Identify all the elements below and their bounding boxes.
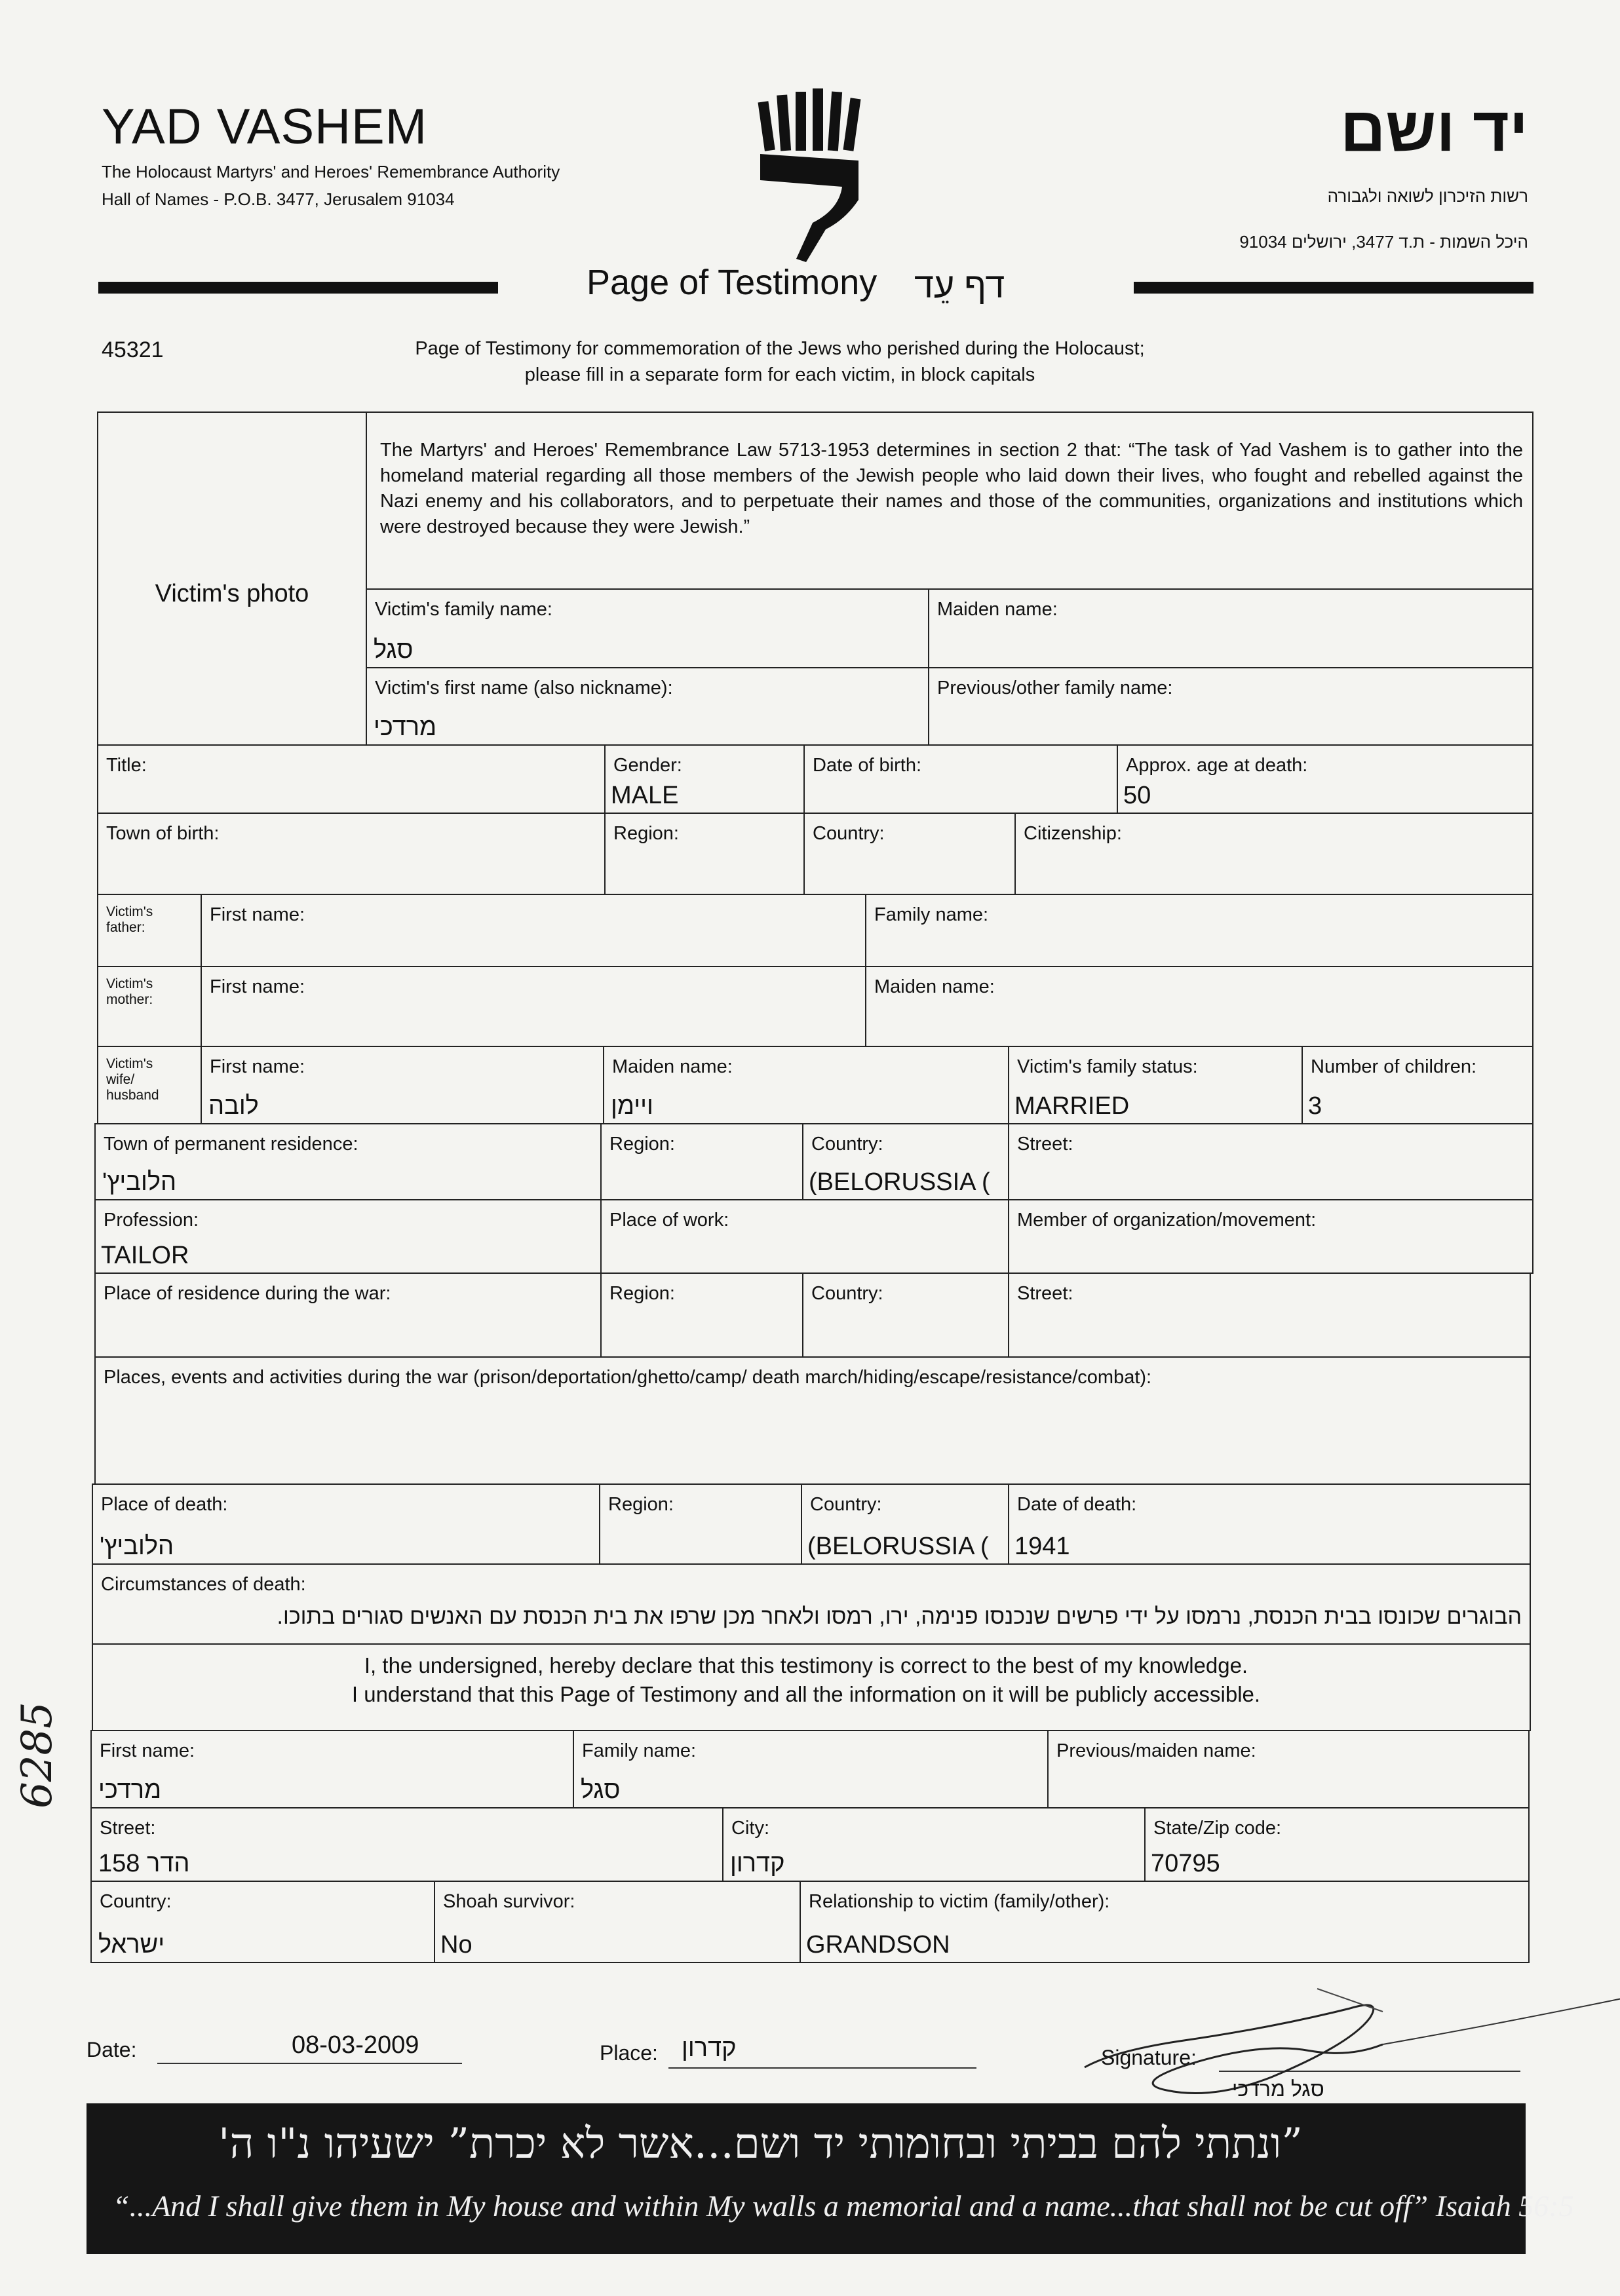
submitter-city-value: קדרון [730,1850,785,1877]
submitter-country-label: Country: [100,1891,172,1912]
submitter-family-name-value: סגל [581,1776,621,1804]
spouse-first-name-label: First name: [210,1056,305,1077]
war-street-label: Street: [1017,1283,1073,1304]
submitter-street-field[interactable] [90,1807,723,1882]
war-events-label: Places, events and activities during the war (prison/deportation/ghetto/camp/ death march/hiding/escape/resistance/combat): [104,1367,1152,1388]
date-label: Date: [87,2038,137,2061]
birth-country-label: Country: [813,823,885,844]
number-of-children-field[interactable] [1302,1046,1533,1124]
shoah-survivor-field[interactable] [434,1881,801,1963]
number-of-children-value: 3 [1308,1092,1322,1120]
war-residence-label: Place of residence during the war: [104,1283,391,1304]
mother-row-label: Victim's mother: [106,976,153,1007]
margin-handwritten-number: 6285 [13,1702,62,1808]
declaration [98,1651,1514,1709]
death-country-label: Country: [810,1494,882,1515]
title-field[interactable] [97,744,606,814]
gender-label: Gender: [613,755,682,776]
submitter-street-value: הדר 158 [98,1850,190,1877]
death-region-field[interactable] [599,1483,802,1565]
profession-field[interactable] [94,1199,602,1274]
citizenship-label: Citizenship: [1024,823,1122,844]
date-of-birth-label: Date of birth: [813,755,922,776]
title-bar-left [98,282,498,294]
signature-scribble-icon[interactable] [1075,1979,1620,2103]
circumstances-field[interactable] [92,1563,1531,1645]
victim-first-name-label: Victim's first name (also nickname): [375,678,673,698]
birth-region-field[interactable] [604,813,805,895]
victim-prev-family-name-field[interactable] [928,667,1533,746]
gender-value: MALE [611,782,679,809]
war-street-field[interactable] [1008,1272,1531,1358]
father-first-name-label: First name: [210,904,305,925]
submitter-family-name-label: Family name: [582,1740,697,1761]
victim-photo-label: Victim's photo [155,580,309,607]
spouse-first-name-field[interactable] [201,1046,604,1124]
family-status-field[interactable] [1008,1046,1303,1124]
submitter-country-value: ישראל [98,1931,165,1959]
org-subtitle-en: The Holocaust Martyrs' and Heroes' Remembrance Authority [102,162,560,182]
permanent-residence-value: הלוביץ' [102,1168,177,1196]
victim-family-name-value: סגל [374,636,414,664]
place-of-death-field[interactable] [92,1483,600,1565]
town-of-birth-label: Town of birth: [106,823,220,844]
signature-name: סגל מרדכי [1232,2077,1324,2101]
citizenship-field[interactable] [1014,813,1533,895]
place-value[interactable]: קדרון [682,2035,737,2062]
submitter-first-name-label: First name: [100,1740,195,1761]
victim-first-name-field[interactable] [366,667,929,746]
father-first-name-field[interactable] [201,894,866,967]
org-address-en: Hall of Names - P.O.B. 3477, Jerusalem 91034 [102,189,455,209]
shoah-survivor-value: No [440,1931,473,1959]
death-region-label: Region: [608,1494,674,1515]
submitter-city-field[interactable] [722,1807,1146,1882]
father-row-label-cell [97,894,202,967]
submitter-zip-value: 70795 [1151,1850,1220,1877]
intro-line-1: Page of Testimony for commemoration of the Jews who perished during the Holocaust; [415,338,1145,359]
spouse-maiden-name-field[interactable] [603,1046,1009,1124]
submitter-zip-label: State/Zip code: [1153,1818,1282,1839]
org-address-he: היכל השמות - ת.ד 3477, ירושלים 91034 [1239,232,1528,252]
place-of-death-value: הלוביץ' [100,1533,174,1560]
relationship-value: GRANDSON [806,1931,950,1959]
law-text: The Martyrs' and Heroes' Remembrance Law 5713-1953 determines in section 2 that: “The task of Yad Vashem is to gather into the homeland material regarding all those members of the Jewish people who laid down their lives, who fought and rebelled against the Nazi enemy and his collaborators, and to perpetuate their names and those of the communities, organizations and institutions which were destroyed because they were Jewish.” [380,440,1523,537]
title-bar-right [1134,282,1533,294]
date-value[interactable]: 08-03-2009 [292,2031,419,2059]
birth-country-field[interactable] [803,813,1016,895]
place-of-death-label: Place of death: [101,1494,228,1515]
victim-family-name-field[interactable] [366,588,929,668]
victim-maiden-name-label: Maiden name: [937,599,1058,620]
death-country-value: (BELORUSSIA ( [807,1533,989,1560]
shoah-survivor-label: Shoah survivor: [443,1891,575,1912]
victim-photo-box[interactable] [97,411,367,746]
law-text-box [366,411,1533,590]
age-at-death-label: Approx. age at death: [1126,755,1308,776]
town-of-birth-field[interactable] [97,813,606,895]
date-line [157,2063,462,2064]
spouse-row-label: Victim's wife/ husband [106,1056,159,1103]
submitter-zip-field[interactable] [1144,1807,1530,1882]
residence-region-field[interactable] [600,1123,803,1200]
submitter-street-label: Street: [100,1818,156,1839]
father-family-name-field[interactable] [865,894,1533,967]
war-country-field[interactable] [802,1272,1009,1358]
form-intro [328,335,1232,388]
family-status-value: MARRIED [1014,1092,1130,1120]
father-family-name-label: Family name: [874,904,989,925]
permanent-residence-label: Town of permanent residence: [104,1134,358,1155]
residence-region-label: Region: [609,1134,675,1155]
victim-family-name-label: Victim's family name: [375,599,552,620]
date-of-birth-field[interactable] [803,744,1118,814]
number-of-children-label: Number of children: [1311,1056,1477,1077]
signature-label: Signature: [1101,2046,1197,2069]
war-region-field[interactable] [600,1272,803,1358]
spouse-row-label-cell [97,1046,202,1124]
submitter-family-name-field[interactable] [573,1730,1049,1808]
circumstances-label: Circumstances of death: [101,1574,306,1595]
place-of-work-field[interactable] [600,1199,1009,1274]
verse-hebrew: ”ונתתי להם בביתי ובחומותי יד ושם...אשר לא יכרת” ישעיהו נ"ו ה' [218,2120,1303,2168]
org-header-hebrew [1239,94,1528,253]
war-events-field[interactable] [94,1356,1531,1485]
victim-maiden-name-field[interactable] [928,588,1533,668]
family-status-label: Victim's family status: [1017,1056,1198,1077]
mother-maiden-name-label: Maiden name: [874,976,995,997]
title-label: Title: [106,755,147,776]
profession-value: TAILOR [101,1242,189,1269]
spouse-first-name-value: לובה [208,1092,259,1120]
residence-street-field[interactable] [1008,1123,1533,1200]
spouse-maiden-name-label: Maiden name: [612,1056,733,1077]
birth-region-label: Region: [613,823,679,844]
submitter-first-name-field[interactable] [90,1730,574,1808]
org-subtitle-he: רשות הזיכרון לשואה ולגבורה [1327,186,1528,206]
mother-first-name-field[interactable] [201,966,866,1047]
date-of-death-label: Date of death: [1017,1494,1137,1515]
declaration-line-1: I, the undersigned, hereby declare that this testimony is correct to the best of my knowledge. [364,1653,1248,1677]
mother-maiden-name-field[interactable] [865,966,1533,1047]
org-name-he: יד ושם [1340,94,1528,164]
age-at-death-value: 50 [1123,782,1151,809]
age-at-death-field[interactable] [1117,744,1533,814]
submitter-country-field[interactable] [90,1881,435,1963]
gender-field[interactable] [604,744,805,814]
yad-vashem-logo-icon [747,88,872,265]
father-row-label: Victim's father: [106,904,153,935]
mother-row-label-cell [97,966,202,1047]
war-country-label: Country: [811,1283,883,1304]
form-title-he: דף עֵד [914,266,1005,305]
organization-member-field[interactable] [1008,1199,1533,1274]
relationship-field[interactable] [800,1881,1530,1963]
war-region-label: Region: [609,1283,675,1304]
victim-prev-family-name-label: Previous/other family name: [937,678,1173,698]
submitter-prev-name-label: Previous/maiden name: [1056,1740,1256,1761]
death-country-field[interactable] [801,1483,1009,1565]
organization-member-label: Member of organization/movement: [1017,1210,1317,1231]
place-of-work-label: Place of work: [609,1210,729,1231]
permanent-residence-field[interactable] [94,1123,602,1200]
residence-country-field[interactable] [802,1123,1009,1200]
org-header-english [102,98,560,210]
place-label: Place: [600,2041,658,2065]
residence-street-label: Street: [1017,1134,1073,1155]
document-number: 45321 [102,337,164,362]
submitter-city-label: City: [731,1818,769,1839]
date-of-death-value: 1941 [1014,1533,1070,1560]
residence-country-value: (BELORUSSIA ( [809,1168,990,1196]
form-title-en: Page of Testimony [587,263,878,302]
date-of-death-field[interactable] [1008,1483,1531,1565]
relationship-label: Relationship to victim (family/other): [809,1891,1110,1912]
verse-english: “...And I shall give them in My house and within My walls a memorial and a name...that shall not be cut off” Isaiah 56:5 [113,2189,1574,2223]
victim-first-name-value: מרדכי [374,714,437,741]
org-name-en: YAD VASHEM [102,99,428,155]
mother-first-name-label: First name: [210,976,305,997]
war-residence-field[interactable] [94,1272,602,1358]
profession-label: Profession: [104,1210,199,1231]
intro-line-2: please fill in a separate form for each victim, in block capitals [524,364,1035,385]
residence-country-label: Country: [811,1134,883,1155]
place-line [668,2067,976,2069]
submitter-first-name-value: מרדכי [98,1776,162,1804]
circumstances-value: הבוגרים שכונסו בבית הכנסת, נרמסו על ידי פרשים שנכנסו פנימה, ירו, רמסו ולאחר מכן שרפו את בית הכנסת עם האנשים סגורים בתוכו. [277,1604,1522,1629]
spouse-maiden-name-value: ויימן [611,1092,653,1120]
submitter-prev-name-field[interactable] [1047,1730,1530,1808]
declaration-line-2: I understand that this Page of Testimony and all the information on it will be publicly accessible. [351,1682,1261,1706]
scripture-footer [87,2103,1574,2254]
